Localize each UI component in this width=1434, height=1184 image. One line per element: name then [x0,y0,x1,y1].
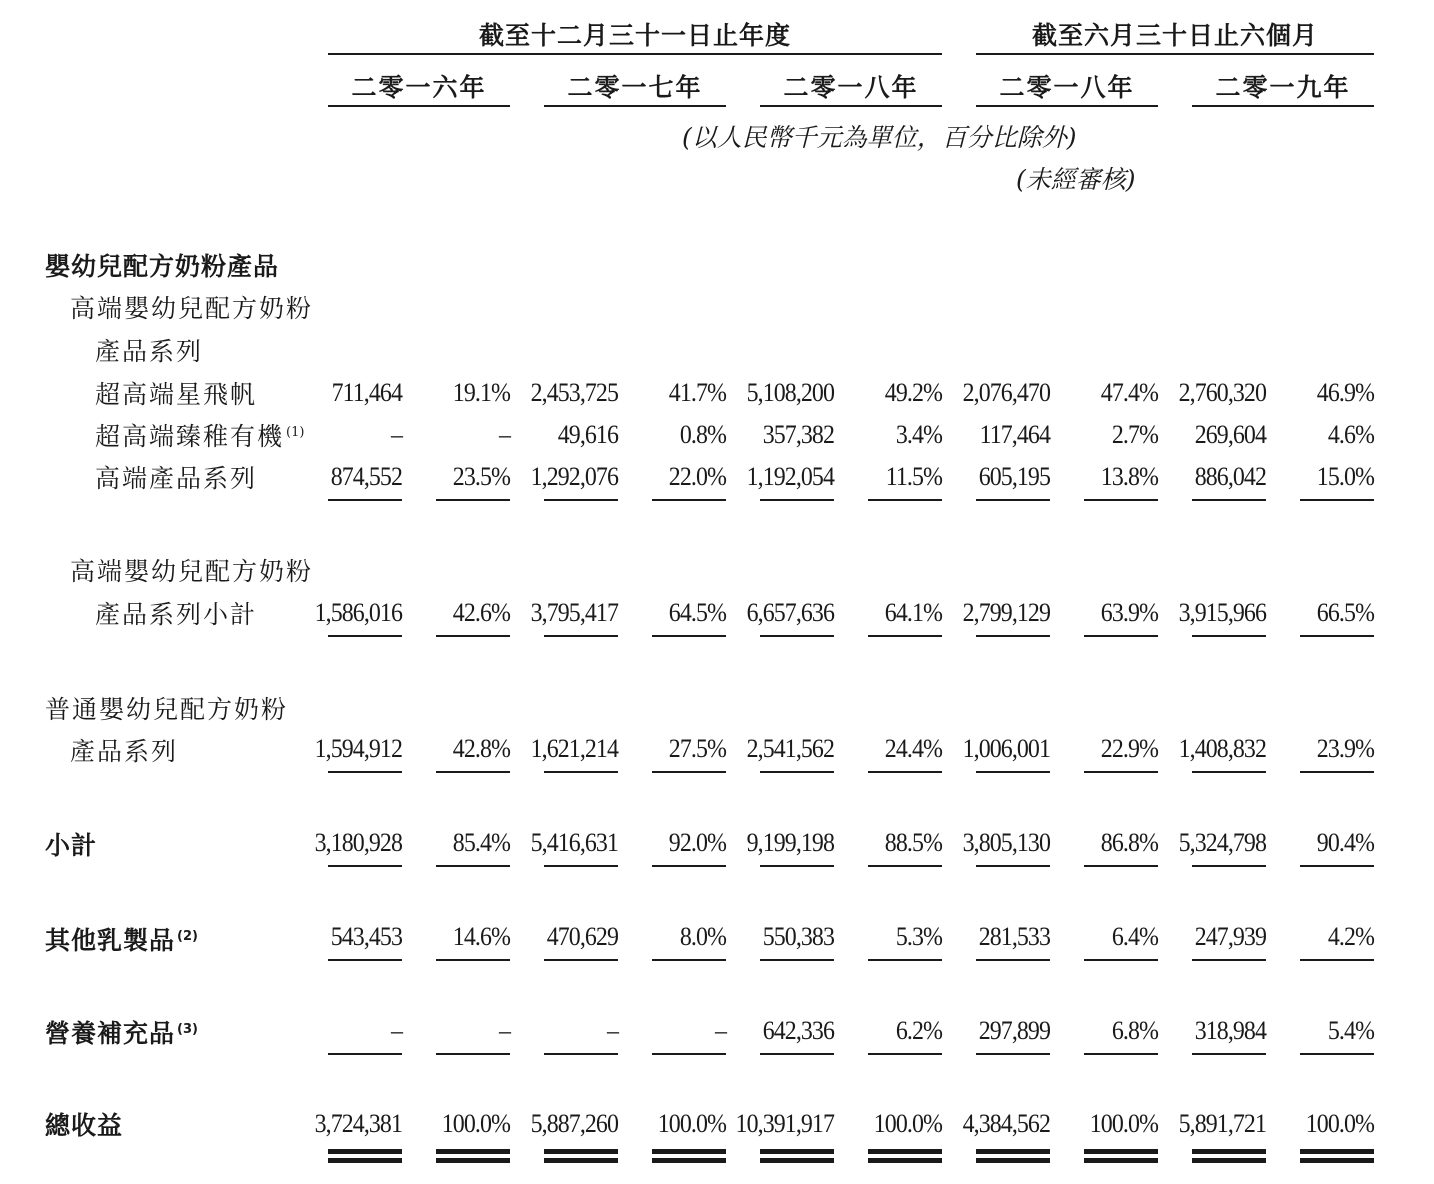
cell-underline [436,635,510,637]
cell-underline [652,959,726,961]
total-double-underline [1084,1149,1158,1154]
cell-underline [976,771,1050,773]
label-super-premium-star: 超高端星飛帆 [95,380,258,409]
percent-cell: 6.2% [895,1016,942,1045]
cell-underline [976,959,1050,961]
label-other-dairy: 其他乳製品 $^{(2)}$ [45,926,198,955]
cell-underline [328,865,402,867]
amount-cell: 3,724,381 [314,1109,402,1138]
cell-underline [652,1053,726,1055]
year-header-rule [544,105,726,107]
total-double-underline [328,1158,402,1163]
amount-cell: 886,042 [1194,462,1266,491]
group-header-annual: 截至十二月三十一日止年度 [478,21,791,50]
cell-underline [1300,959,1374,961]
percent-cell: 85.4% [452,828,510,857]
cell-underline [328,771,402,773]
footnote-marker: (2) [177,928,198,944]
total-double-underline [1300,1149,1374,1154]
cell-underline [868,1053,942,1055]
total-double-underline [868,1158,942,1163]
cell-underline [976,865,1050,867]
cell-underline [1300,1053,1374,1055]
cell-underline [1084,1053,1158,1055]
cell-underline [436,1053,510,1055]
total-double-underline [544,1158,618,1163]
percent-cell: 27.5% [668,734,726,763]
amount-cell: 2,453,725 [530,378,618,407]
amount-cell: 1,594,912 [314,734,402,763]
amount-cell: – [390,420,402,449]
cell-underline [976,499,1050,501]
percent-cell: – [498,420,510,449]
percent-cell: 92.0% [668,828,726,857]
percent-cell: 5.3% [895,922,942,951]
amount-cell: 2,760,320 [1178,378,1266,407]
label-premium-subtotal-cont: 產品系列小計 [95,600,258,629]
percent-cell: 100.0% [1305,1109,1374,1138]
label-premium-series: 高端嬰幼兒配方奶粉 [70,294,314,323]
amount-cell: 1,006,001 [962,734,1050,763]
cell-underline [1300,499,1374,501]
cell-underline [544,771,618,773]
cell-underline [868,865,942,867]
percent-cell: – [714,1016,726,1045]
cell-underline [1300,865,1374,867]
cell-underline [1192,635,1266,637]
percent-cell: 0.8% [679,420,726,449]
percent-cell: 3.4% [895,420,942,449]
cell-underline [652,771,726,773]
percent-cell: 100.0% [873,1109,942,1138]
amount-cell: 297,899 [978,1016,1050,1045]
label-premium-products: 高端產品系列 [95,464,258,493]
amount-cell: 3,915,966 [1178,598,1266,627]
cell-underline [1084,959,1158,961]
cell-underline [760,959,834,961]
amount-cell: 4,384,562 [962,1109,1050,1138]
year-header-rule [760,105,942,107]
year-header-2016: 二零一六年 [351,73,487,102]
cell-underline [436,771,510,773]
percent-cell: 14.6% [452,922,510,951]
year-header-rule [1192,105,1374,107]
cell-underline [1084,771,1158,773]
cell-underline [544,959,618,961]
amount-cell: 318,984 [1194,1016,1266,1045]
amount-cell: 269,604 [1194,420,1266,449]
total-double-underline [1192,1149,1266,1154]
percent-cell: 8.0% [679,922,726,951]
amount-cell: 1,192,054 [746,462,834,491]
group-header-six-months: 截至六月三十日止六個月 [1031,21,1318,50]
amount-cell: 605,195 [978,462,1050,491]
percent-cell: 100.0% [1089,1109,1158,1138]
cell-underline [868,499,942,501]
percent-cell: 22.9% [1100,734,1158,763]
cell-underline [976,635,1050,637]
cell-underline [1192,1053,1266,1055]
unaudited-note: (未經審核) [1016,165,1136,194]
amount-cell: 2,076,470 [962,378,1050,407]
total-double-underline [976,1149,1050,1154]
percent-cell: 23.9% [1316,734,1374,763]
total-double-underline [976,1158,1050,1163]
cell-underline [1300,635,1374,637]
cell-underline [436,959,510,961]
amount-cell: 2,799,129 [962,598,1050,627]
year-header-2019-h1: 二零一九年 [1215,73,1351,102]
percent-cell: 100.0% [657,1109,726,1138]
percent-cell: 66.5% [1316,598,1374,627]
amount-cell: 10,391,917 [735,1109,834,1138]
percent-cell: 24.4% [884,734,942,763]
cell-underline [652,635,726,637]
footnote-marker: (3) [177,1021,198,1037]
cell-underline [436,499,510,501]
cell-underline [436,865,510,867]
label-regular-series-cont: 產品系列 [70,737,179,766]
cell-underline [1084,865,1158,867]
total-double-underline [436,1149,510,1154]
group-header-annual-rule [328,53,942,55]
amount-cell: 5,887,260 [530,1109,618,1138]
label-total-revenue: 總收益 [45,1111,124,1140]
label-regular-series: 普通嬰幼兒配方奶粉 [45,695,289,724]
year-header-2018-h1: 二零一八年 [999,73,1135,102]
cell-underline [868,771,942,773]
percent-cell: 4.2% [1327,922,1374,951]
cell-underline [1192,499,1266,501]
percent-cell: 15.0% [1316,462,1374,491]
amount-cell: 711,464 [331,378,402,407]
amount-cell: 9,199,198 [746,828,834,857]
percent-cell: 49.2% [884,378,942,407]
amount-cell: – [606,1016,618,1045]
amount-cell: 642,336 [762,1016,834,1045]
amount-cell: 5,891,721 [1178,1109,1266,1138]
amount-cell: 1,621,214 [530,734,618,763]
cell-underline [652,865,726,867]
percent-cell: 5.4% [1327,1016,1374,1045]
percent-cell: 63.9% [1100,598,1158,627]
footnote-marker: (1) [286,424,305,440]
label-subtotal: 小計 [45,831,98,860]
cell-underline [1300,771,1374,773]
percent-cell: 100.0% [441,1109,510,1138]
total-double-underline [544,1149,618,1154]
cell-underline [760,1053,834,1055]
amount-cell: 874,552 [330,462,402,491]
amount-cell: 550,383 [762,922,834,951]
cell-underline [1084,499,1158,501]
amount-cell: 49,616 [557,420,618,449]
cell-underline [868,635,942,637]
cell-underline [328,635,402,637]
amount-cell: 247,939 [1194,922,1266,951]
amount-cell: 281,533 [978,922,1050,951]
cell-underline [1192,771,1266,773]
cell-underline [868,959,942,961]
percent-cell: 47.4% [1100,378,1158,407]
total-double-underline [760,1158,834,1163]
label-infant-formula: 嬰幼兒配方奶粉產品 [45,252,280,281]
percent-cell: 23.5% [452,462,510,491]
amount-cell: 543,453 [330,922,402,951]
amount-cell: 3,795,417 [530,598,618,627]
year-header-2017: 二零一七年 [567,73,703,102]
cell-underline [544,499,618,501]
label-super-premium-organic: 超高端臻稚有機 $^{(1)}$ [95,422,305,451]
cell-underline [544,865,618,867]
unit-note: (以人民幣千元為單位，百分比除外) [682,123,1077,152]
cell-underline [760,635,834,637]
percent-cell: 22.0% [668,462,726,491]
amount-cell: 1,292,076 [530,462,618,491]
label-premium-subtotal: 高端嬰幼兒配方奶粉 [70,557,314,586]
total-double-underline [652,1149,726,1154]
total-double-underline [436,1158,510,1163]
cell-underline [544,635,618,637]
amount-cell: – [390,1016,402,1045]
percent-cell: 90.4% [1316,828,1374,857]
amount-cell: 3,180,928 [314,828,402,857]
label-premium-series-cont: 產品系列 [95,337,204,366]
cell-underline [328,499,402,501]
percent-cell: 88.5% [884,828,942,857]
year-header-rule [976,105,1158,107]
cell-underline [976,1053,1050,1055]
percent-cell: 64.5% [668,598,726,627]
total-double-underline [760,1149,834,1154]
amount-cell: 6,657,636 [746,598,834,627]
percent-cell: 11.5% [885,462,942,491]
group-header-six-months-rule [976,53,1374,55]
amount-cell: 2,541,562 [746,734,834,763]
total-double-underline [1300,1158,1374,1163]
percent-cell: 46.9% [1316,378,1374,407]
cell-underline [760,499,834,501]
amount-cell: 357,382 [762,420,834,449]
cell-underline [760,865,834,867]
total-double-underline [652,1158,726,1163]
amount-cell: 5,108,200 [746,378,834,407]
amount-cell: 117,464 [979,420,1050,449]
percent-cell: 41.7% [668,378,726,407]
percent-cell: – [498,1016,510,1045]
year-header-2018: 二零一八年 [783,73,919,102]
cell-underline [328,959,402,961]
cell-underline [1084,635,1158,637]
cell-underline [760,771,834,773]
cell-underline [544,1053,618,1055]
percent-cell: 19.1% [452,378,510,407]
percent-cell: 42.8% [452,734,510,763]
amount-cell: 1,408,832 [1178,734,1266,763]
year-header-rule [328,105,510,107]
amount-cell: 1,586,016 [314,598,402,627]
total-double-underline [328,1149,402,1154]
label-nutrition: 營養補充品 $^{(3)}$ [45,1019,198,1048]
total-double-underline [1084,1158,1158,1163]
percent-cell: 6.4% [1111,922,1158,951]
percent-cell: 13.8% [1100,462,1158,491]
amount-cell: 3,805,130 [962,828,1050,857]
total-double-underline [1192,1158,1266,1163]
amount-cell: 5,324,798 [1178,828,1266,857]
cell-underline [1192,959,1266,961]
amount-cell: 5,416,631 [530,828,618,857]
cell-underline [1192,865,1266,867]
cell-underline [652,499,726,501]
amount-cell: 470,629 [546,922,618,951]
total-double-underline [868,1149,942,1154]
percent-cell: 2.7% [1111,420,1158,449]
percent-cell: 42.6% [452,598,510,627]
percent-cell: 64.1% [884,598,942,627]
cell-underline [328,1053,402,1055]
percent-cell: 4.6% [1327,420,1374,449]
percent-cell: 6.8% [1111,1016,1158,1045]
percent-cell: 86.8% [1100,828,1158,857]
